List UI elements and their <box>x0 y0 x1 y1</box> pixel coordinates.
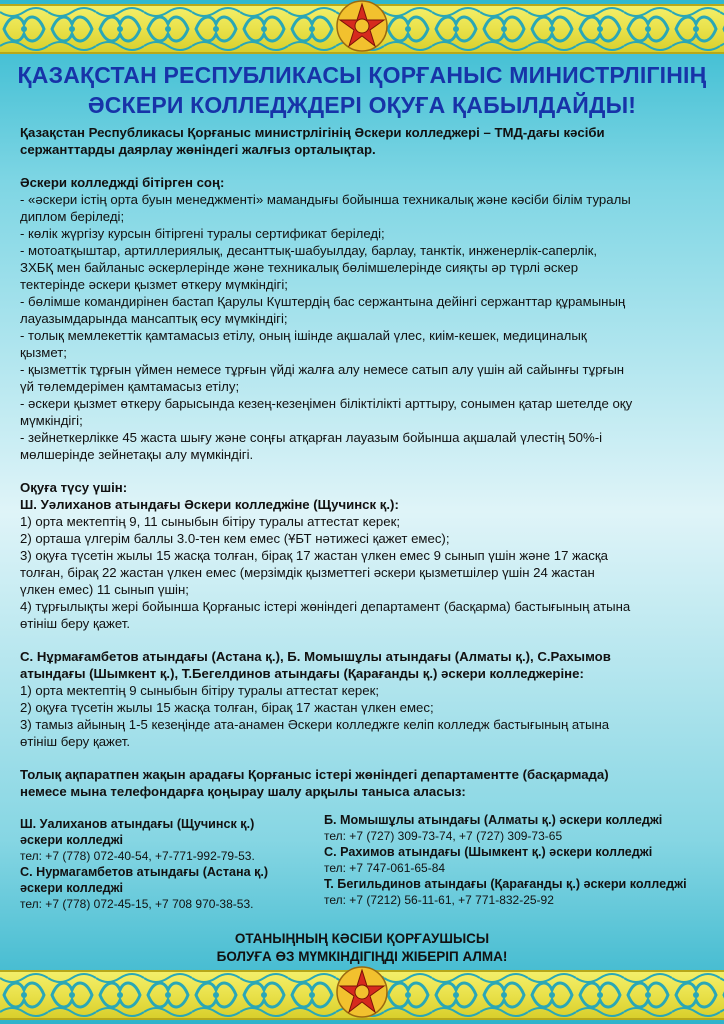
contact-name: әскери колледжі <box>20 881 124 895</box>
footer-slogan-line-2: БОЛУҒА ӨЗ МҮМКІНДІГІҢДІ ЖІБЕРІП АЛМА! <box>216 949 508 964</box>
army-star-emblem-icon <box>336 0 388 52</box>
college1-line: толған, бірақ 22 жастан үлкен емес (мерзімдік қызметтегі әскери қызметшілер үшін 24 жастан <box>20 565 595 580</box>
contacts-section <box>20 812 710 922</box>
college1-line: 1) орта мектептің 9, 11 сыныбын бітіру туралы аттестат керек; <box>20 514 401 529</box>
graduation-line: - «әскери істің орта буын менеджменті» мамандығы бойынша техникалық және кәсіби білім туралы <box>20 192 631 207</box>
contact-name: әскери колледжі <box>20 833 124 847</box>
college2-line: өтініш беру қажет. <box>20 734 131 749</box>
graduation-line: лауазымдарында мансаптық өсу мүмкіндігі; <box>20 311 288 326</box>
college1-line: үлкен емес) 11 сынып үшін; <box>20 582 189 597</box>
intro-line: сержанттарды даярлау жөніндегі жалғыз орталықтар. <box>20 142 376 157</box>
contacts-left-column <box>20 812 310 912</box>
info-line: Толық ақпаратпен жақын арадағы Қорғаныс істері жөніндегі департаментте (басқармада) <box>20 767 609 782</box>
footer-slogan-line-1: ОТАНЫҢНЫҢ КӘСІБИ ҚОРҒАУШЫСЫ <box>234 931 490 946</box>
graduation-line: ЗХБҚ мен байланыс әскерлерінде және техникалық бөлімшелерінде сияқты әр түрлі әскер <box>20 260 579 275</box>
graduation-line: үй төлемдерімен қамтамасыз етілу; <box>20 379 240 394</box>
army-star-emblem-icon <box>336 966 388 1018</box>
college1-line: 3) оқуға түсетін жылы 15 жасқа толған, бірақ 17 жастан үлкен емес 9 сынып үшін және 17 жасқа <box>20 548 608 563</box>
graduation-line: - толық мемлекеттік қамтамасыз етілу, оның ішінде ақшалай үлес, киім-кешек, медициналық <box>20 328 587 343</box>
graduation-line: - қызметтік тұрғын үймен немесе тұрғын үйді жалға алу немесе сатып алу үшін ай сайынғы тұрғын <box>20 362 625 377</box>
contact-name: С. Рахимов атындағы (Шымкент қ.) әскери колледжі <box>324 845 653 859</box>
contact-phone: тел: +7 (778) 072-45-15, +7 708 970-38-53. <box>20 897 254 911</box>
college2-heading: С. Нұрмағамбетов атындағы (Астана қ.), Б. Момышұлы атындағы (Алматы қ.), С.Рахымов <box>20 649 611 664</box>
college1-line: өтініш беру қажет. <box>20 616 131 631</box>
graduation-heading: Әскери колледжді бітірген соң: <box>20 175 225 190</box>
contact-phone: тел: +7 (778) 072-40-54, +7-771-992-79-53. <box>20 849 255 863</box>
graduation-line: диплом беріледі; <box>20 209 125 224</box>
college2-line: 2) оқуға түсетін жылы 15 жасқа толған, бірақ 17 жастан үлкен емес; <box>20 700 434 715</box>
contact-phone: тел: +7 (727) 309-73-74, +7 (727) 309-73-65 <box>324 829 563 843</box>
contact-name: Т. Бегильдинов атындағы (Қарағанды қ.) әскери колледжі <box>324 877 687 891</box>
college1-line: 4) тұрғылықты жері бойынша Қорғаныс істері жөніндегі департамент (басқарма) бастығының атына <box>20 599 631 614</box>
graduation-line: мөлшерінде зейнетақы алу мүмкіндігі. <box>20 447 254 462</box>
contact-phone: тел: +7 747-061-65-84 <box>324 861 446 875</box>
contacts-right-column <box>324 812 714 908</box>
contact-name: С. Нурмагамбетов атындағы (Астана қ.) <box>20 865 269 879</box>
college2-line: 3) тамыз айының 1-5 кезеңінде ата-анамен Әскери колледжге келіп колледж бастығының атына <box>20 717 610 732</box>
college1-heading: Ш. Уәлиханов атындағы Әскери колледжіне (Щучинск қ.): <box>20 497 399 512</box>
graduation-line: тектерінде әскери қызмет өткеру мүмкіндігі; <box>20 277 288 292</box>
main-content <box>20 124 706 800</box>
graduation-line: - мотоатқыштар, артиллериялық, десанттық-шабуылдау, барлау, танктік, инженерлік-саперлік, <box>20 243 598 258</box>
contact-name: Б. Момышұлы атындағы (Алматы қ.) әскери колледжі <box>324 813 663 827</box>
graduation-line: - зейнеткерлікке 45 жаста шығу және соңғы атқарған лауазым бойынша ақшалай үлестің 50%-і <box>20 430 603 445</box>
contact-phone: тел: +7 (7212) 56-11-61, +7 771-832-25-92 <box>324 893 554 907</box>
page-title-line-1: ҚАЗАҚСТАН РЕСПУБЛИКАСЫ ҚОРҒАНЫС МИНИСТРЛІГІНІҢ <box>17 62 707 88</box>
graduation-line: - бөлімше командирінен бастап Қарулы Күштердің бас сержантына дейінгі сержанттар құрамының <box>20 294 626 309</box>
college2-heading: атындағы (Шымкент қ.), Т.Бегелдинов атындағы (Қарағанды қ.) әскери колледжеріне: <box>20 666 584 681</box>
graduation-line: - әскери қызмет өткеру барысында кезең-кезеңімен біліктілікті арттыру, сонымен қатар шетелде оқу <box>20 396 633 411</box>
intro-line: Қазақстан Республикасы Қорғаныс министрлігінің Әскери колледжері – ТМД-дағы кәсіби <box>20 125 605 140</box>
college1-line: 2) орташа үлгерім баллы 3.0-тен кем емес (ҰБТ нәтижесі қажет емес); <box>20 531 450 546</box>
contact-name: Ш. Уалиханов атындағы (Щучинск қ.) <box>20 817 255 831</box>
admission-heading: Оқуға түсу үшін: <box>20 480 128 495</box>
graduation-line: мүмкіндігі; <box>20 413 83 428</box>
college2-line: 1) орта мектептің 9 сыныбын бітіру туралы аттестат керек; <box>20 683 380 698</box>
graduation-line: қызмет; <box>20 345 67 360</box>
info-line: немесе мына телефондарға қоңырау шалу арқылы таныса аласыз: <box>20 784 466 799</box>
page-title-line-2: ӘСКЕРИ КОЛЛЕДЖДЕРІ ОҚУҒА ҚАБЫЛДАЙДЫ! <box>87 92 637 118</box>
graduation-line: - көлік жүргізу курсын бітіргені туралы сертификат беріледі; <box>20 226 385 241</box>
